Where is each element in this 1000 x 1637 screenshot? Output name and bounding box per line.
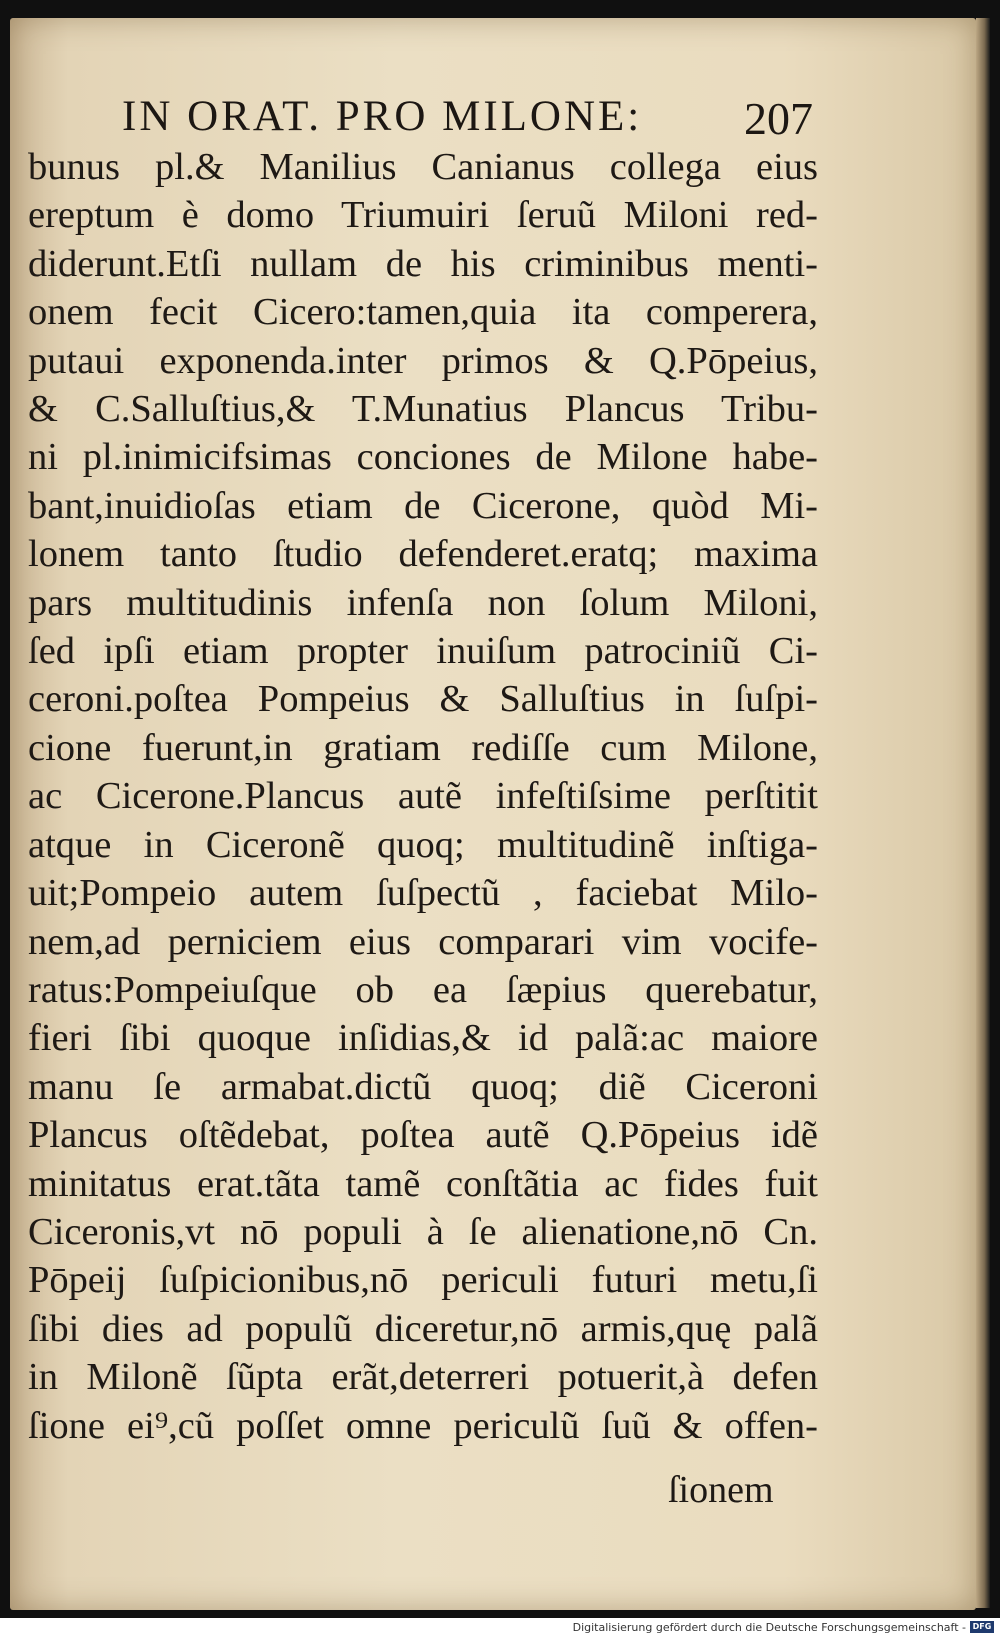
- text-line: cione fuerunt,in gratiam rediſſe cum Milone,: [28, 726, 818, 769]
- page-number: 207: [744, 93, 813, 144]
- text-line: ſed ipſi etiam propter inuiſum patrociniũ Ci-: [28, 630, 818, 673]
- text-line: ceroni.poſtea Pompeius & Salluſtius in ſuſpi-: [28, 678, 818, 721]
- page-edge: [976, 18, 990, 1608]
- running-head: IN ORAT. PRO MILONE:: [122, 93, 643, 140]
- text-line: ratus:Pompeiuſque ob ea ſæpius querebatur,: [28, 968, 818, 1011]
- dfg-logo-icon: DFG: [970, 1621, 994, 1633]
- text-line: atque in Ciceronẽ quoq; multitudinẽ inſtiga-: [28, 823, 818, 866]
- text-line: ereptum è domo Triumuiri ſeruũ Miloni red-: [28, 194, 818, 237]
- text-line: diderunt.Etſi nullam de his criminibus menti-: [28, 242, 818, 285]
- text-line: pars multitudinis infenſa non ſolum Miloni,: [28, 581, 818, 624]
- body-text: [28, 143, 818, 1450]
- text-line: Plancus oſtẽdebat, poſtea autẽ Q.Pōpeius idẽ: [28, 1114, 818, 1157]
- text-line: manu ſe armabat.dictũ quoq; diẽ Ciceroni: [28, 1065, 818, 1108]
- text-line: ſione ei⁹,cũ poſſet omne periculũ ſuũ & offen-: [28, 1404, 818, 1447]
- text-line: in Milonẽ ſũpta erãt,deterreri potuerit,à defen: [28, 1356, 818, 1399]
- text-line: bunus pl.& Manilius Canianus collega eius: [28, 146, 818, 188]
- text-line: & C.Salluſtius,& T.Munatius Plancus Tribu-: [28, 388, 818, 431]
- funding-credit: Digitalisierung gefördert durch die Deutsche Forschungsgemeinschaft -: [572, 1621, 966, 1634]
- text-line: ni pl.inimicifsimas conciones de Milone habe-: [28, 436, 818, 479]
- text-line: bant,inuidioſas etiam de Cicerone, quòd Mi-: [28, 484, 818, 527]
- text-line: fieri ſibi quoque inſidias,& id palã:ac maiore: [28, 1017, 818, 1060]
- text-line: Ciceronis,vt nō populi à ſe alienatione,nō Cn.: [28, 1210, 818, 1253]
- text-line: Pōpeij ſuſpicionibus,nō periculi futuri metu,ſi: [28, 1259, 818, 1302]
- text-line: ac Cicerone.Plancus autẽ infeſtiſsime perſtitit: [28, 775, 818, 818]
- text-line: onem fecit Cicero:tamen,quia ita comperera,: [28, 291, 818, 334]
- text-line: ſibi dies ad populũ diceretur,nō armis,quę palã: [28, 1307, 818, 1350]
- text-line: putaui exponenda.inter primos & Q.Pōpeius,: [28, 339, 818, 382]
- text-line: nem,ad perniciem eius comparari vim vocife-: [28, 920, 818, 963]
- text-line: uit;Pompeio autem ſuſpectũ , faciebat Milo-: [28, 872, 818, 915]
- text-line: lonem tanto ſtudio defenderet.eratq; maxima: [28, 533, 818, 576]
- catchword: ſionem: [668, 1469, 774, 1511]
- text-line: minitatus erat.tãta tamẽ conſtãtia ac fides fuit: [28, 1162, 818, 1205]
